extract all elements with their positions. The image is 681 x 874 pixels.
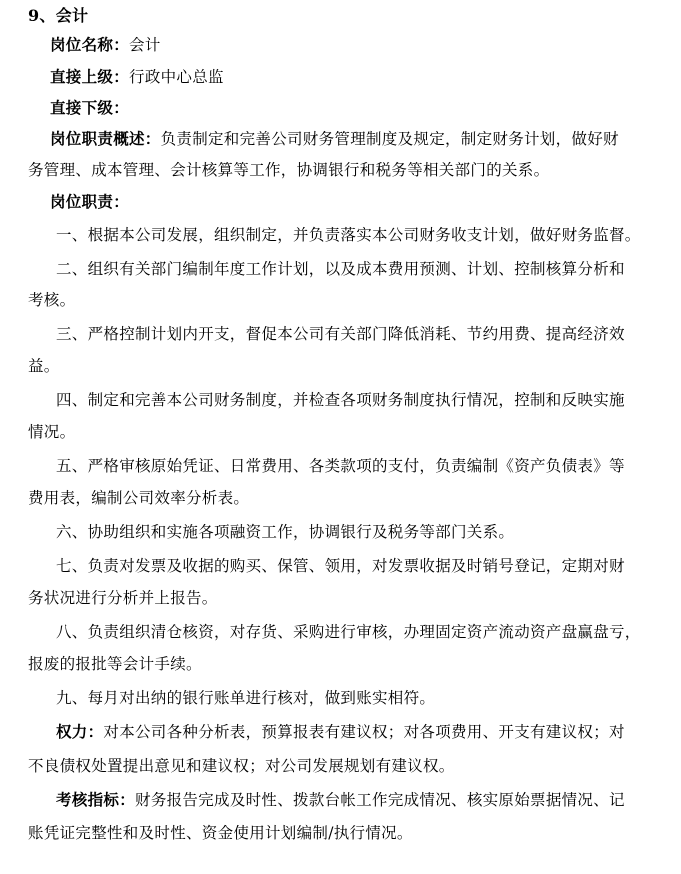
duty-item-9: 九、每月对出纳的银行账单进行核对，做到账实相符。: [56, 689, 436, 707]
duty-item-7-cont: 务状况进行分析并上报告。: [28, 589, 218, 607]
authority-paragraph: [56, 722, 625, 742]
duty-item-4-cont: 情况。: [28, 423, 76, 441]
duties-label: 岗位职责：: [50, 192, 130, 211]
duty-item-4: 四、制定和完善本公司财务制度，并检查各项财务制度执行情况，控制和反映实施: [56, 391, 625, 409]
direct-superior-row: [50, 67, 224, 87]
direct-superior-label: 直接上级：: [50, 67, 130, 86]
duty-item-2: 二、组织有关部门编制年度工作计划，以及成本费用预测、计划、控制核算分析和: [56, 260, 625, 278]
position-name-row: [50, 35, 161, 55]
kpi-text-line1: 财务报告完成及时性、拨款台帐工作完成情况、核实原始票据情况、记: [135, 791, 625, 809]
overview-text-line1: 负责制定和完善公司财务管理制度及规定，制定财务计划，做好财: [160, 130, 619, 148]
duty-item-6: 六、协助组织和实施各项融资工作，协调银行及税务等部门关系。: [56, 523, 515, 541]
duty-item-3: 三、严格控制计划内开支，督促本公司有关部门降低消耗、节约用费、提高经济效: [56, 325, 625, 343]
direct-subordinate-row: [50, 98, 129, 118]
duty-item-8: 八、负责组织清仓核资，对存货、采购进行审核，办理固定资产流动资产盘赢盘亏，: [56, 623, 641, 641]
position-name-label: 岗位名称：: [50, 35, 130, 54]
overview-label: 岗位职责概述：: [50, 129, 161, 148]
duty-item-5-cont: 费用表，编制公司效率分析表。: [28, 489, 250, 507]
duty-item-1: 一、根据本公司发展，组织制定，并负责落实本公司财务收支计划，做好财务监督。: [56, 226, 641, 244]
overview-text-line2: 务管理、成本管理、会计核算等工作，协调银行和税务等相关部门的关系。: [28, 161, 550, 179]
position-name-value: 会计: [129, 36, 161, 54]
direct-superior-value: 行政中心总监: [129, 68, 224, 86]
overview-paragraph: [50, 129, 619, 149]
authority-label: 权力：: [56, 722, 104, 741]
authority-text-line1: 对本公司各种分析表，预算报表有建议权；对各项费用、开支有建议权；对: [103, 723, 625, 741]
duty-item-2-cont: 考核。: [28, 291, 76, 309]
kpi-label: 考核指标：: [56, 790, 136, 809]
kpi-paragraph: [56, 790, 625, 810]
duty-item-5: 五、严格审核原始凭证、日常费用、各类款项的支付，负责编制《资产负债表》等: [56, 457, 625, 475]
section-title: 9、会计: [28, 6, 89, 25]
duty-item-7: 七、负责对发票及收据的购买、保管、领用，对发票收据及时销号登记，定期对财: [56, 557, 625, 575]
kpi-text-line2: 账凭证完整性和及时性、资金使用计划编制/执行情况。: [28, 824, 413, 842]
direct-subordinate-label: 直接下级：: [50, 98, 130, 117]
duty-item-3-cont: 益。: [28, 357, 60, 375]
authority-text-line2: 不良债权处置提出意见和建议权；对公司发展规划有建议权。: [28, 757, 455, 775]
duty-item-8-cont: 报废的报批等会计手续。: [28, 655, 202, 673]
